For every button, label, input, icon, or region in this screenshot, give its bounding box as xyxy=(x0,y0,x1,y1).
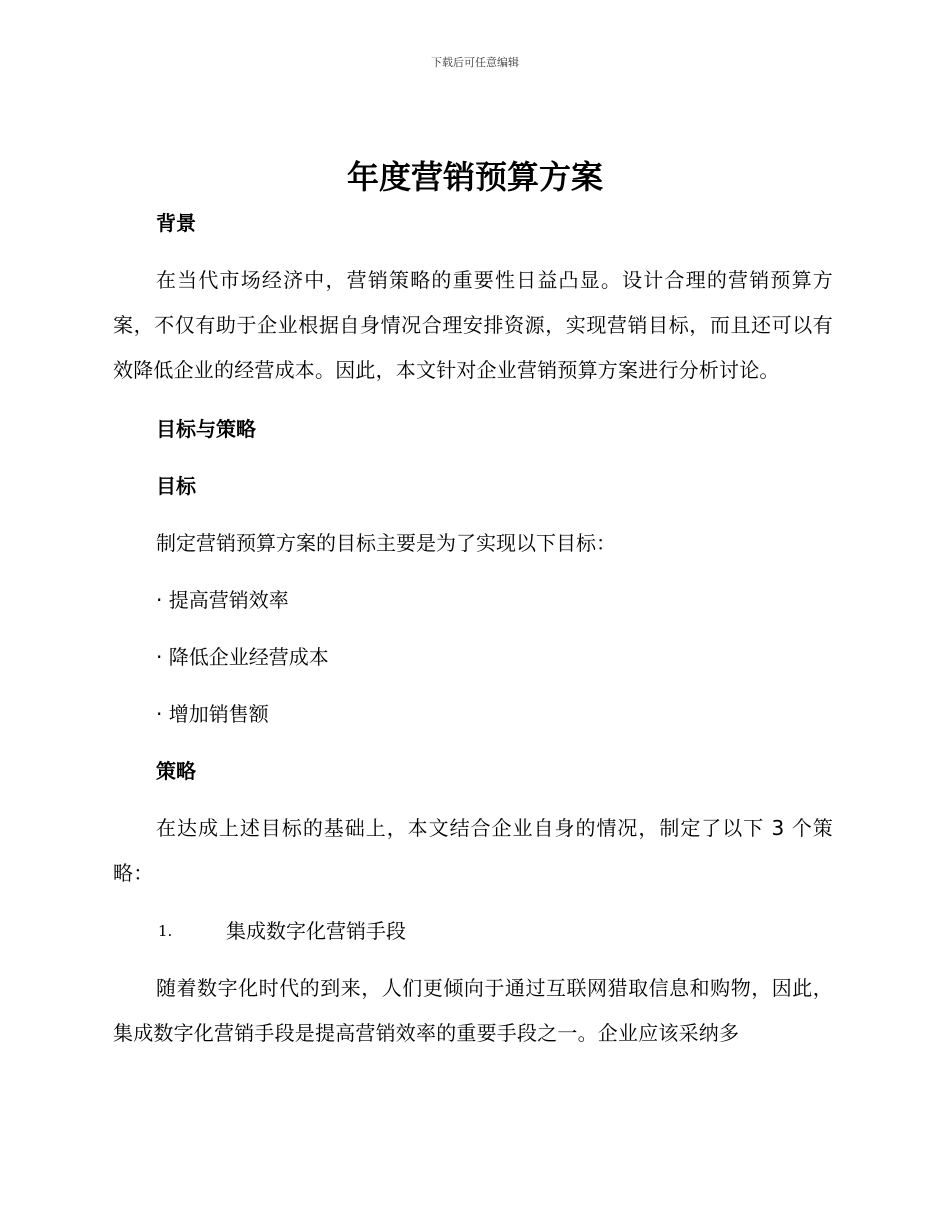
document-title: 年度营销预算方案 xyxy=(346,158,603,196)
goals-strategy-heading: 目标与策略 xyxy=(156,417,256,441)
background-paragraph: 在当代市场经济中，营销策略的重要性日益凸显。设计合理的营销预算方案，不仅有助于企业根据自身情况合理安排资源，实现营销目标，而且还可以有效降低企业的经营成本。因此，本文针对企业营销预算方案进行分析讨论。 xyxy=(113,268,833,382)
strategy-intro: 在达成上述目标的基础上，本文结合企业自身的情况，制定了以下 3 个策略： xyxy=(113,816,833,885)
goal-list-item: · 提高营销效率 xyxy=(156,588,289,612)
goals-heading: 目标 xyxy=(156,474,196,498)
goal-list-item: · 降低企业经营成本 xyxy=(156,645,329,669)
strategy-1-paragraph: 随着数字化时代的到来，人们更倾向于通过互联网猎取信息和购物，因此，集成数字化营销手段是提高营销效率的重要手段之一。企业应该采纳多 xyxy=(113,976,833,1045)
strategy-item-1 xyxy=(113,909,833,953)
page-header-note: 下载后可任意编辑 xyxy=(431,56,519,69)
background-heading: 背景 xyxy=(156,211,196,235)
goals-intro: 制定营销预算方案的目标主要是为了实现以下目标： xyxy=(156,531,616,555)
document-body xyxy=(113,201,833,1056)
goal-list-item: · 增加销售额 xyxy=(156,702,269,726)
strategy-heading: 策略 xyxy=(156,759,196,783)
strategy-item-title: 集成数字化营销手段 xyxy=(226,919,406,943)
strategy-item-number: 1. xyxy=(158,922,173,940)
